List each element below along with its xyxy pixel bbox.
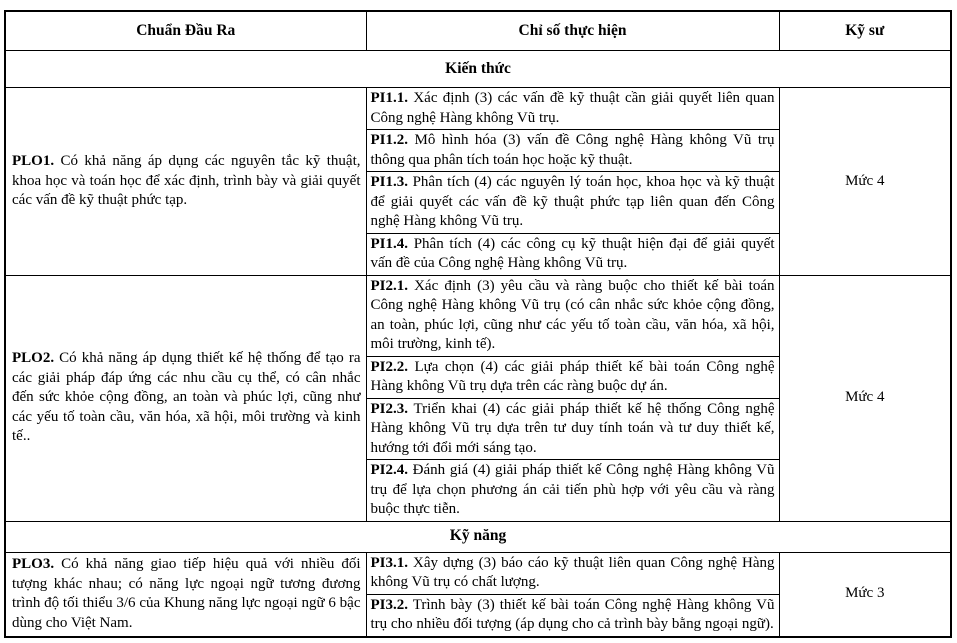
pi2-1-id: PI2.1. bbox=[370, 277, 408, 294]
pi3-2-id: PI3.2. bbox=[370, 596, 408, 613]
plo2-text: Có khả năng áp dụng thiết kế hệ thống để tạo ra các giải pháp đáp ứng các nhu cầu cụ thể, có cân nhắc đến sức khỏe cộng đồng, an toàn và phúc lợi, cũng như các yếu tố toàn cầu, văn hóa, xã hội, môi trường và kinh tế.. bbox=[12, 350, 361, 445]
table-row bbox=[5, 552, 951, 594]
plo3-level-cell: Mức 3 bbox=[779, 552, 951, 637]
pi2-2-id: PI2.2. bbox=[370, 358, 408, 375]
pi2-1-text: Xác định (3) yêu cầu và ràng buộc cho thiết kế bài toán Công nghệ Hàng không Vũ trụ (có cân nhắc sức khỏe cộng đồng, an toàn, phúc lợi, cũng như các yếu tố toàn cầu, văn hóa, xã hội, môi trường, kinh tế). bbox=[370, 277, 775, 352]
pi2-3-text: Triển khai (4) các giải pháp thiết kế hệ thống Công nghệ Hàng không Vũ trụ dựa trên tư duy tính toán và tư duy thiết kế, hướng tới đổi mới sáng tạo. bbox=[370, 400, 775, 456]
pi3-2-cell bbox=[366, 594, 779, 637]
pi1-2-text: Mô hình hóa (3) vấn đề Công nghệ Hàng không Vũ trụ thông qua phân tích toán học hoặc kỹ thuật. bbox=[370, 132, 775, 168]
table-header-row bbox=[5, 11, 951, 51]
table-row bbox=[5, 275, 951, 356]
plo2-level-cell: Mức 4 bbox=[779, 275, 951, 521]
pi2-4-text: Đánh giá (4) giải pháp thiết kế Công nghệ Hàng không Vũ trụ để lựa chọn phương án cải tiến phù hợp với yêu cầu và ràng buộc thực tiễn. bbox=[370, 462, 775, 517]
section-title-knowledge: Kiến thức bbox=[5, 51, 951, 88]
pi1-3-id: PI1.3. bbox=[370, 174, 408, 190]
pi2-3-id: PI2.3. bbox=[370, 400, 408, 417]
header-cell-outcome: Chuẩn Đầu Ra bbox=[5, 11, 366, 51]
pi2-2-text: Lựa chọn (4) các giải pháp thiết kế bài toán Công nghệ Hàng không Vũ trụ dựa trên các ràng buộc dự án. bbox=[370, 358, 775, 394]
section-title-skills: Kỹ năng bbox=[5, 521, 951, 552]
plo3-id: PLO3. bbox=[12, 556, 55, 572]
pi3-1-text: Xây dựng (3) báo cáo kỹ thuật liên quan Công nghệ Hàng không Vũ trụ có chất lượng. bbox=[370, 554, 775, 590]
pi2-4-id: PI2.4. bbox=[370, 462, 408, 478]
pi1-2-id: PI1.2. bbox=[370, 132, 408, 148]
pi2-3-cell bbox=[366, 398, 779, 460]
plo2-cell bbox=[5, 275, 366, 521]
pi1-1-id: PI1.1. bbox=[370, 90, 408, 106]
pi1-3-cell bbox=[366, 172, 779, 234]
pi2-4-cell bbox=[366, 460, 779, 522]
plo1-level-cell: Mức 4 bbox=[779, 88, 951, 276]
plo1-text: Có khả năng áp dụng các nguyên tắc kỹ thuật, khoa học và toán học để xác định, trình bày và giải quyết các vấn đề kỹ thuật phức tạp. bbox=[12, 153, 361, 208]
section-row-knowledge bbox=[5, 51, 951, 88]
pi1-2-cell bbox=[366, 130, 779, 172]
pi1-4-text: Phân tích (4) các công cụ kỹ thuật hiện đại để giải quyết vấn đề của Công nghệ Hàng không Vũ trụ. bbox=[370, 235, 775, 271]
pi1-4-cell bbox=[366, 233, 779, 275]
pi3-1-id: PI3.1. bbox=[370, 554, 408, 571]
pi2-1-cell bbox=[366, 275, 779, 356]
table-row bbox=[5, 88, 951, 130]
pi3-1-cell bbox=[366, 552, 779, 594]
plo2-id: PLO2. bbox=[12, 350, 55, 367]
pi2-2-cell bbox=[366, 356, 779, 398]
pi3-2-text: Trình bày (3) thiết kế bài toán Công nghệ Hàng không Vũ trụ cho nhiều đối tượng (áp dụng cho cả trình bày bằng ngoại ngữ). bbox=[370, 596, 775, 632]
pi1-3-text: Phân tích (4) các nguyên lý toán học, khoa học và kỹ thuật để giải quyết các vấn đề kỹ thuật phức tạp liên quan đến Công nghệ Hàng không Vũ trụ. bbox=[370, 174, 775, 229]
pi1-4-id: PI1.4. bbox=[370, 235, 408, 252]
learning-outcomes-table bbox=[4, 10, 952, 638]
section-row-skills bbox=[5, 521, 951, 552]
plo3-cell bbox=[5, 552, 366, 637]
plo1-cell bbox=[5, 88, 366, 276]
plo3-text: Có khả năng giao tiếp hiệu quả với nhiều đối tượng khác nhau; có năng lực ngoại ngữ tương đương trình độ tối thiểu 3/6 của Khung năng lực ngoại ngữ 6 bậc dùng cho Việt Nam. bbox=[12, 556, 361, 631]
header-cell-engineer: Kỹ sư bbox=[779, 11, 951, 51]
header-cell-indicator: Chỉ số thực hiện bbox=[366, 11, 779, 51]
pi1-1-cell bbox=[366, 88, 779, 130]
pi1-1-text: Xác định (3) các vấn đề kỹ thuật cần giải quyết liên quan Công nghệ Hàng không Vũ trụ. bbox=[370, 90, 775, 126]
plo1-id: PLO1. bbox=[12, 153, 55, 169]
